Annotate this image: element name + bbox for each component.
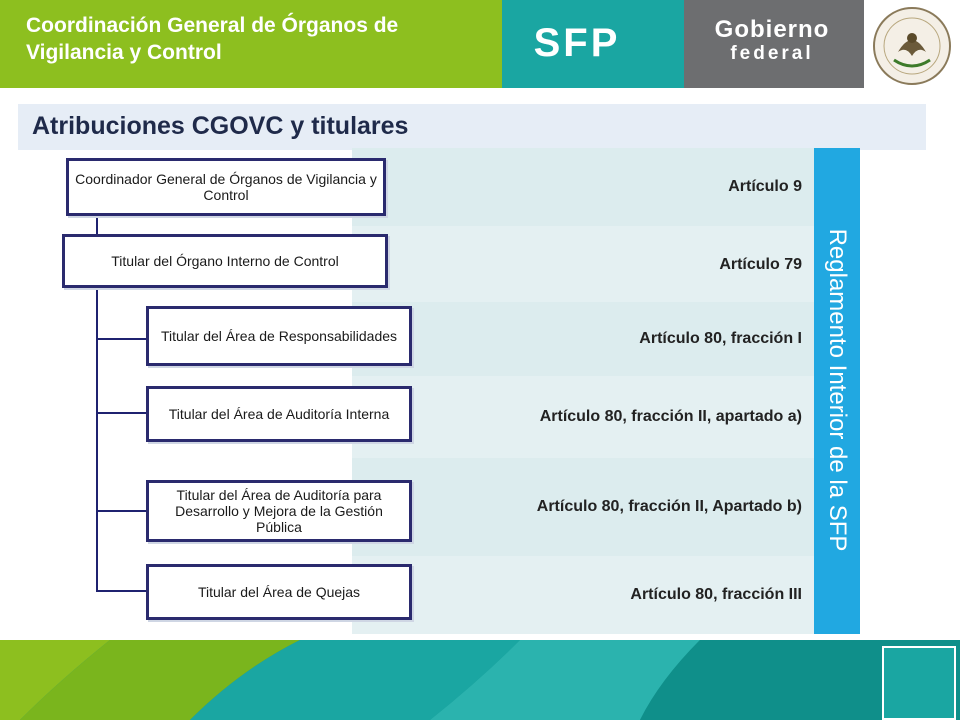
- org-connector-top: [96, 216, 98, 236]
- sfp-logo: SFP: [533, 21, 621, 65]
- article-label: Artículo 80, fracción I: [639, 330, 802, 347]
- article-band-5: [352, 458, 814, 556]
- article-band-1: [352, 148, 814, 226]
- org-connector: [96, 338, 148, 340]
- slide-title: Atribuciones CGOVC y titulares: [32, 112, 409, 140]
- org-connector: [96, 590, 148, 592]
- org-box-quejas: Titular del Área de Quejas: [146, 564, 412, 620]
- org-box-oic-titular: Titular del Órgano Interno de Control: [62, 234, 388, 288]
- article-band-2: [352, 226, 814, 302]
- mexican-seal-icon: [872, 6, 952, 86]
- article-label: Artículo 9: [728, 178, 802, 195]
- footer-decoration: [0, 640, 960, 720]
- article-label: Artículo 80, fracción II, apartado a): [539, 408, 802, 425]
- article-band-4: [352, 376, 814, 458]
- gobierno-line1: Gobierno: [714, 16, 830, 43]
- org-box-coordinator: Coordinador General de Órganos de Vigilancia y Control: [66, 158, 386, 216]
- article-label: Artículo 80, fracción III: [630, 586, 802, 603]
- article-label: Artículo 80, fracción II, Apartado b): [536, 498, 802, 515]
- slide-title-bar: [18, 104, 926, 150]
- footer-square: [882, 646, 956, 720]
- org-connector: [96, 510, 148, 512]
- regulation-label: Reglamento Interior de la SFP: [824, 228, 851, 552]
- org-box-auditoria-desarrollo: Titular del Área de Auditoría para Desarrollo y Mejora de la Gestión Pública: [146, 480, 412, 542]
- article-band-6: [352, 556, 814, 634]
- org-connector: [96, 412, 148, 414]
- gobierno-line2: federal: [730, 43, 814, 64]
- gobierno-federal-logo: [690, 16, 854, 68]
- article-band-3: [352, 302, 814, 376]
- article-label: Artículo 79: [719, 256, 802, 273]
- org-box-responsabilidades: Titular del Área de Responsabilidades: [146, 306, 412, 366]
- org-trunk-line: [96, 286, 98, 592]
- header-title: Coordinación General de Órganos de Vigilancia y Control: [26, 14, 399, 64]
- org-box-auditoria-interna: Titular del Área de Auditoría Interna: [146, 386, 412, 442]
